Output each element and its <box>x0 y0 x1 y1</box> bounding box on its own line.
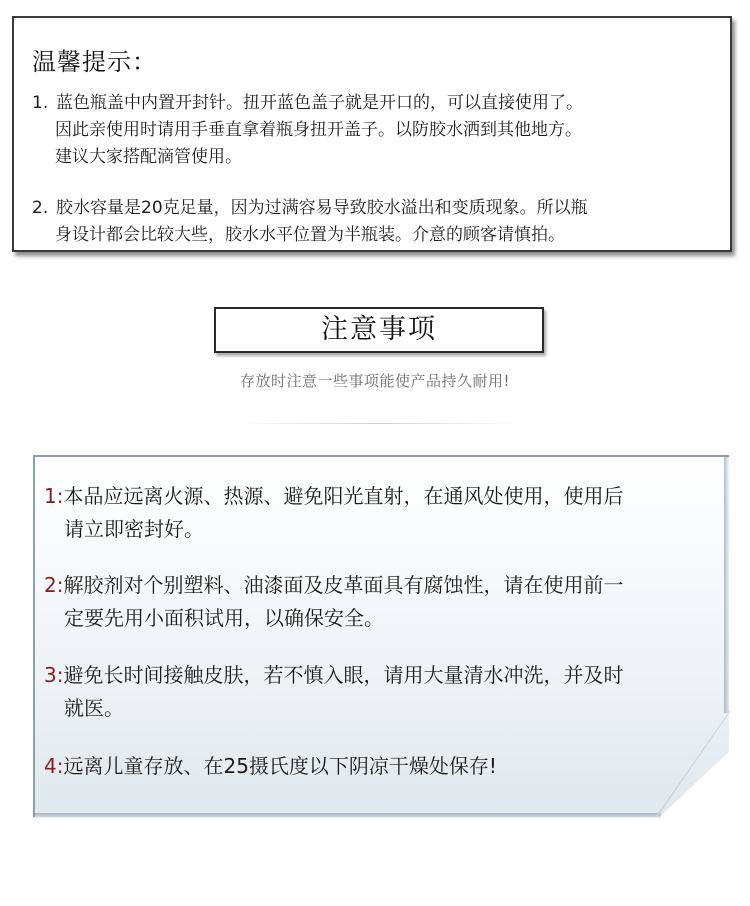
notice-item <box>44 750 724 783</box>
tip-number: 1. <box>32 93 49 113</box>
notice-text: 解胶剂对个别塑料、油漆面及皮革面具有腐蚀性，请在使用前一 <box>63 573 624 597</box>
notice-subtitle: 存放时注意一些事项能使产品持久耐用! <box>239 372 510 390</box>
notice-number: 2: <box>44 573 64 597</box>
panel-shadow <box>724 455 730 713</box>
notice-text: 避免长时间接触皮肤，若不慎入眼，请用大量清水冲洗，并及时 <box>63 663 624 687</box>
tip-text: 建议大家搭配滴管使用。 <box>55 147 242 167</box>
tip-text: 因此亲使用时请用手垂直拿着瓶身扭开盖子。以防胶水洒到其他地方。 <box>55 120 582 140</box>
notice-text: 请立即密封好。 <box>64 517 204 541</box>
tip-text: 胶水容量是20克足量，因为过满容易导致胶水溢出和变质现象。所以瓶 <box>56 198 588 218</box>
notice-item <box>44 659 724 725</box>
warm-tip-box <box>12 16 732 252</box>
divider <box>238 423 518 424</box>
notice-text: 定要先用小面积试用，以确保安全。 <box>64 606 384 630</box>
notice-text: 本品应远离火源、热源、避免阳光直射，在通风处使用，使用后 <box>63 484 624 508</box>
tip-text: 蓝色瓶盖中内置开封针。扭开蓝色盖子就是开口的，可以直接使用了。 <box>56 93 583 113</box>
notice-item <box>44 569 724 635</box>
notice-number: 4: <box>44 754 64 778</box>
panel-shadow <box>33 813 661 819</box>
tip-item <box>32 90 722 171</box>
notice-item <box>44 480 724 546</box>
tip-number: 2. <box>32 198 49 218</box>
notice-text: 就医。 <box>64 696 124 720</box>
notice-header-box <box>214 307 544 353</box>
warm-tip-title: 温馨提示： <box>32 48 157 76</box>
notice-number: 3: <box>44 663 64 687</box>
tip-item <box>32 195 722 249</box>
notice-header-title: 注意事项 <box>321 314 437 345</box>
tip-text: 身设计都会比较大些，胶水水平位置为半瓶装。介意的顾客请慎拍。 <box>55 225 565 245</box>
notice-number: 1: <box>44 484 64 508</box>
notice-text: 远离儿童存放、在25摄氏度以下阴凉干燥处保存! <box>63 754 497 778</box>
